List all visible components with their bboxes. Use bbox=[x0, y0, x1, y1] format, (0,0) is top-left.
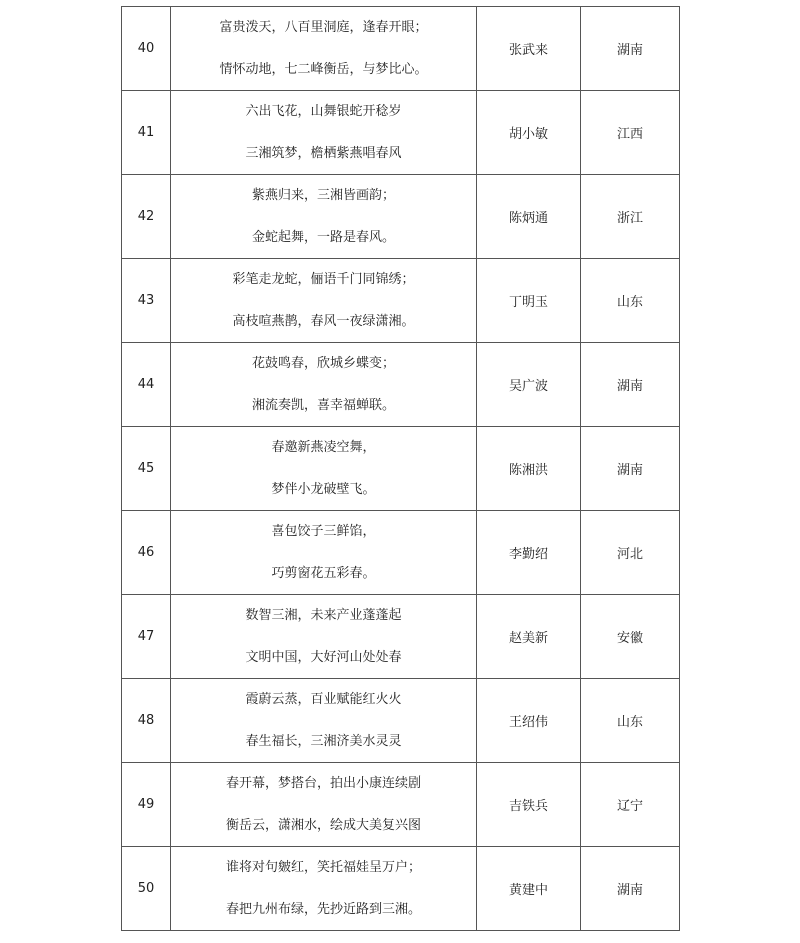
table-row bbox=[122, 511, 680, 595]
entry-number: 46 bbox=[122, 511, 171, 595]
province: 湖南 bbox=[581, 427, 680, 511]
couplet-line-2: 春生福长，三湘济美水灵灵 bbox=[245, 733, 402, 749]
author-name: 张武来 bbox=[477, 7, 581, 91]
table-row bbox=[122, 175, 680, 259]
province: 湖南 bbox=[581, 7, 680, 91]
entry-number: 47 bbox=[122, 595, 171, 679]
couplet-cell bbox=[171, 343, 477, 427]
couplet-line-1: 紫燕归来，三湘皆画韵； bbox=[251, 187, 395, 203]
couplet-line-2: 三湘筑梦，檐栖紫燕唱春风 bbox=[245, 145, 402, 161]
couplet-cell bbox=[171, 511, 477, 595]
couplet-cell bbox=[171, 7, 477, 91]
couplet-line-2: 衡岳云，潇湘水，绘成大美复兴图 bbox=[225, 817, 421, 833]
couplet-cell bbox=[171, 847, 477, 931]
couplet-line-1: 霞蔚云蒸，百业赋能红火火 bbox=[245, 691, 402, 707]
couplet-line-1: 六出飞花，山舞银蛇开稔岁 bbox=[245, 103, 402, 119]
author-name: 丁明玉 bbox=[477, 259, 581, 343]
table-row bbox=[122, 679, 680, 763]
couplet-table bbox=[121, 6, 680, 931]
author-name: 黄建中 bbox=[477, 847, 581, 931]
entry-number: 40 bbox=[122, 7, 171, 91]
couplet-cell bbox=[171, 259, 477, 343]
entry-number: 41 bbox=[122, 91, 171, 175]
entry-number: 43 bbox=[122, 259, 171, 343]
table-row bbox=[122, 595, 680, 679]
author-name: 胡小敏 bbox=[477, 91, 581, 175]
province: 河北 bbox=[581, 511, 680, 595]
province: 湖南 bbox=[581, 847, 680, 931]
province: 山东 bbox=[581, 259, 680, 343]
couplet-line-1: 喜包饺子三鲜馅， bbox=[271, 523, 376, 539]
province: 安徽 bbox=[581, 595, 680, 679]
couplet-line-1: 春邀新燕凌空舞， bbox=[271, 439, 376, 455]
entry-number: 42 bbox=[122, 175, 171, 259]
couplet-cell bbox=[171, 679, 477, 763]
author-name: 吴广波 bbox=[477, 343, 581, 427]
couplet-line-2: 湘流奏凯，喜幸福蝉联。 bbox=[251, 397, 395, 413]
couplet-line-1: 富贵泼天，八百里洞庭，逢春开眼； bbox=[219, 19, 428, 35]
province: 江西 bbox=[581, 91, 680, 175]
couplet-line-1: 春开幕，梦搭台，拍出小康连续剧 bbox=[225, 775, 421, 791]
province: 山东 bbox=[581, 679, 680, 763]
province: 辽宁 bbox=[581, 763, 680, 847]
couplet-line-2: 金蛇起舞，一路是春风。 bbox=[251, 229, 395, 245]
table-row bbox=[122, 847, 680, 931]
couplet-cell bbox=[171, 763, 477, 847]
author-name: 王绍伟 bbox=[477, 679, 581, 763]
author-name: 吉铁兵 bbox=[477, 763, 581, 847]
table-row bbox=[122, 427, 680, 511]
entry-number: 48 bbox=[122, 679, 171, 763]
couplet-line-2: 春把九州布绿，先抄近路到三湘。 bbox=[225, 901, 421, 917]
table-row bbox=[122, 343, 680, 427]
couplet-line-2: 梦伴小龙破壁飞。 bbox=[271, 481, 376, 497]
author-name: 李勤绍 bbox=[477, 511, 581, 595]
author-name: 陈炳通 bbox=[477, 175, 581, 259]
couplet-line-2: 文明中国，大好河山处处春 bbox=[245, 649, 402, 665]
couplet-line-1: 彩笔走龙蛇，俪语千门同锦绣； bbox=[232, 271, 415, 287]
couplet-line-2: 高枝喧燕鹊，春风一夜绿潇湘。 bbox=[232, 313, 415, 329]
author-name: 赵美新 bbox=[477, 595, 581, 679]
entry-number: 45 bbox=[122, 427, 171, 511]
couplet-cell bbox=[171, 427, 477, 511]
entry-number: 50 bbox=[122, 847, 171, 931]
province: 浙江 bbox=[581, 175, 680, 259]
couplet-cell bbox=[171, 91, 477, 175]
couplet-line-1: 花鼓鸣春，欣城乡蝶变； bbox=[251, 355, 395, 371]
table-row bbox=[122, 91, 680, 175]
couplet-line-1: 谁将对句皴红，笑托福娃呈万户； bbox=[225, 859, 421, 875]
table-row bbox=[122, 7, 680, 91]
couplet-line-2: 巧剪窗花五彩春。 bbox=[271, 565, 376, 581]
couplet-cell bbox=[171, 595, 477, 679]
table-row bbox=[122, 259, 680, 343]
couplet-cell bbox=[171, 175, 477, 259]
couplet-line-1: 数智三湘，未来产业蓬蓬起 bbox=[245, 607, 402, 623]
table-row bbox=[122, 763, 680, 847]
province: 湖南 bbox=[581, 343, 680, 427]
couplet-line-2: 情怀动地，七二峰衡岳，与梦比心。 bbox=[219, 61, 428, 77]
entry-number: 44 bbox=[122, 343, 171, 427]
author-name: 陈湘洪 bbox=[477, 427, 581, 511]
entry-number: 49 bbox=[122, 763, 171, 847]
